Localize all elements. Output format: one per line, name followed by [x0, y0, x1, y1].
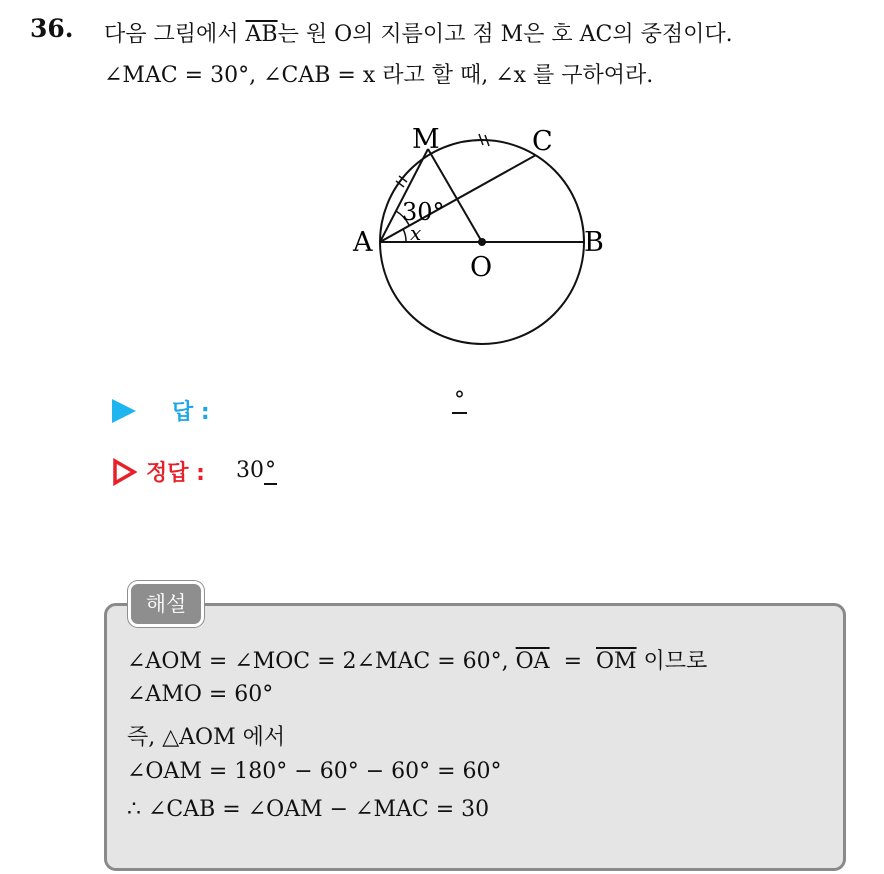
question-line-2: ∠MAC = 30°, ∠CAB = x 라고 할 때, ∠x 를 구하여라. [104, 63, 654, 88]
segment-om: $\overline{OM}$ [595, 649, 637, 674]
label-o: O [470, 252, 493, 283]
center-point [478, 238, 486, 246]
correct-unit: ° [265, 458, 276, 483]
play-filled-icon [112, 399, 136, 423]
segment-mo [428, 149, 482, 242]
solution-line-1 [127, 644, 707, 675]
question-line-1 [104, 17, 733, 48]
segment-ab: $\overline{AB}$ [245, 22, 278, 47]
solution-text: = [549, 649, 596, 674]
solution-line-3: 즉, △AOM 에서 [127, 725, 286, 750]
angle-x-arc [403, 229, 406, 242]
play-outline-icon [112, 458, 138, 486]
question-text: 다음 그림에서 [104, 22, 239, 47]
correct-value: 30 [236, 458, 264, 483]
solution-line-5: ∴ ∠CAB = ∠OAM − ∠MAC = 30 [127, 797, 490, 822]
label-m: M [412, 124, 440, 155]
correct-answer-row [112, 456, 205, 487]
solution-tag: 해설 [128, 581, 204, 627]
question-text: 는 원 O의 지름이고 점 M은 호 AC의 중점이다. [277, 22, 733, 47]
correct-answer-value [236, 458, 277, 483]
label-c: C [532, 126, 553, 157]
label-angle-30: 30° [402, 198, 445, 226]
solution-text: ∠AOM = ∠MOC = 2∠MAC = 60°, [127, 649, 509, 674]
circle-figure [340, 110, 620, 360]
label-b: B [584, 227, 604, 258]
solution-line-2: ∠AMO = 60° [127, 682, 274, 707]
label-a: A [353, 227, 373, 258]
label-angle-x: x [410, 221, 422, 245]
question-number: 36. [30, 14, 74, 43]
solution-text: 이므로 [636, 649, 708, 674]
answer-row [112, 395, 210, 426]
segment-oa: $\overline{OA}$ [515, 649, 550, 674]
correct-answer-label: 정답 : [146, 461, 205, 486]
solution-line-4: ∠OAM = 180° − 60° − 60° = 60° [127, 759, 502, 784]
answer-label: 답 : [172, 400, 210, 425]
answer-blank[interactable]: ° [454, 388, 465, 413]
